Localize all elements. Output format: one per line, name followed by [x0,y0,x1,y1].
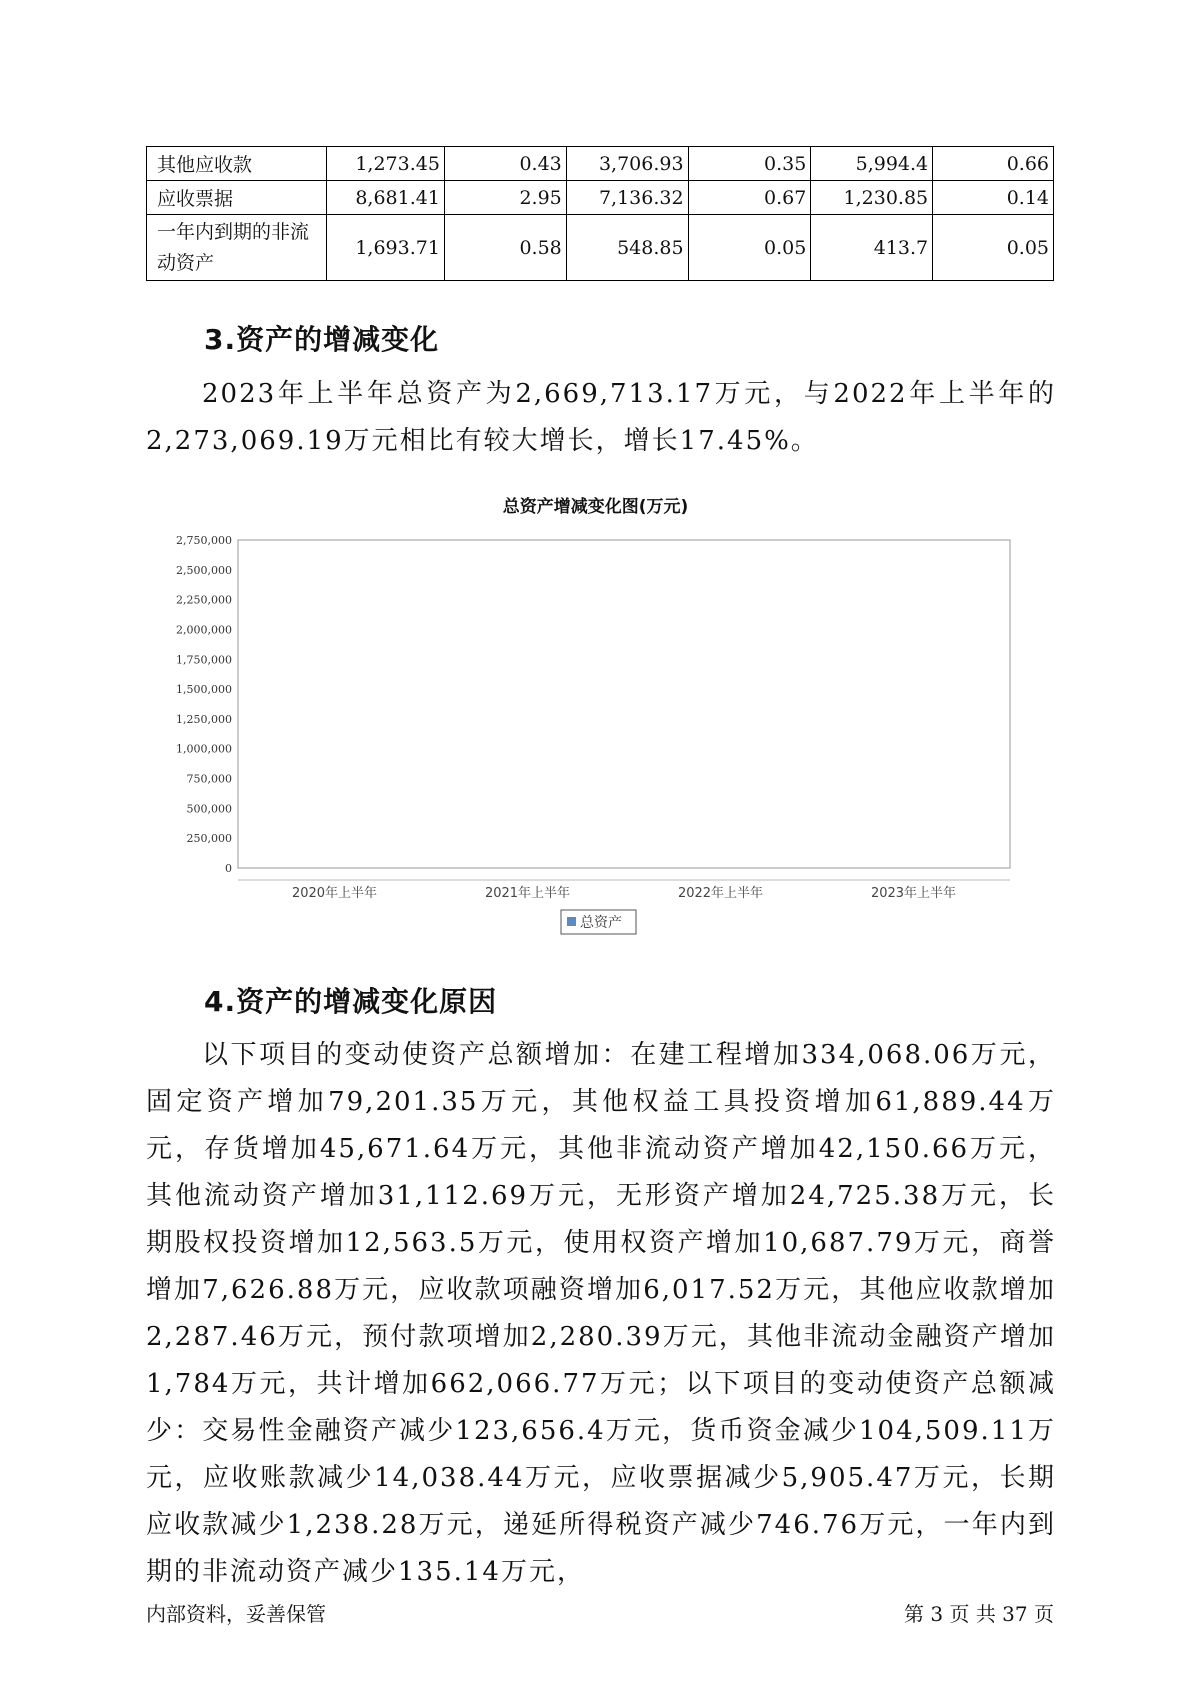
y-tick-label: 1,250,000 [176,712,232,726]
section-heading: 4.资产的增减变化原因 [204,985,498,1018]
table-cell: 413.7 [811,215,933,281]
table-cell: 0.05 [933,215,1054,281]
table-cell: 7,136.32 [566,181,688,215]
x-tick-label: 2020年上半年 [291,886,378,901]
legend-swatch [567,917,576,926]
x-tick-label: 2022年上半年 [677,886,764,901]
page-number: 第 3 页 共 37 页 [904,1602,1054,1626]
y-tick-label: 1,500,000 [176,683,232,697]
x-tick-label: 2021年上半年 [484,886,571,901]
table-cell: 0.66 [933,147,1054,181]
table-cell-label: 应收票据 [147,181,327,215]
table-cell: 1,693.71 [327,215,445,281]
x-tick-label: 2023年上半年 [870,886,957,901]
chart-title: 总资产增减变化图(万元) [502,497,689,517]
chart-frame [238,540,1010,880]
table-cell: 0.05 [688,215,811,281]
table-cell: 0.35 [688,147,811,181]
table-cell: 0.43 [444,147,566,181]
y-tick-label: 500,000 [186,802,232,816]
chart-legend [561,910,636,934]
footer-note: 内部资料，妥善保管 [146,1602,326,1626]
table-cell: 0.14 [933,181,1054,215]
y-tick-label: 2,250,000 [176,593,232,607]
y-tick-label: 2,750,000 [176,534,232,547]
table-cell: 548.85 [566,215,688,281]
plot-frame [238,540,1010,868]
table-cell: 8,681.41 [327,181,445,215]
y-tick-label: 1,750,000 [176,653,232,667]
section-heading: 3.资产的增减变化 [204,323,440,356]
x-axis-ticks [292,885,956,901]
legend-label: 总资产 [580,915,622,931]
paragraph: 以下项目的变动使资产总额增加：在建工程增加334,068.06万元，固定资产增加79,201.35万元，其他权益工具投资增加61,889.44万元，存货增加45,671.64万元，其他非流动资产增加42,150.66万元，其他流动资产增加31,112.69万元，无形资产增加24,725.38万元，长期股权投资增加12,563.5万元，使用权资产增加10,687.79万元，商誉增加7,626.88万元，应收款项融资增加6,017.52万元，其他应收款增加2,287.46万元，预付款项增加2,280.39万元，其他非流动金融资产增加1,784万元，共计增加662,066.77万元；以下项目的变动使资产总额减少：交易性金融资产减少123,656.4万元，货币资金减少104,509.11万元，应收账款减少14,038.44万元，应收票据减少5,905.47万元，长期应收款减少1,238.28万元，递延所得税资产减少746.76万元，一年内到期的非流动资产减少135.14万元， [146,1040,1056,1587]
paragraph: 2023年上半年总资产为2,669,713.17万元，与2022年上半年的2,273,069.19万元相比有较大增长，增长17.45%。 [146,379,1056,456]
y-tick-label: 2,500,000 [176,563,232,577]
table-cell: 2.95 [444,181,566,215]
y-tick-label: 750,000 [186,772,232,786]
table-cell: 1,273.45 [327,147,445,181]
table-cell: 5,994.4 [811,147,933,181]
y-tick-label: 0 [225,862,232,875]
y-tick-label: 2,000,000 [176,623,232,637]
y-tick-label: 1,000,000 [176,742,232,756]
table-cell: 0.67 [688,181,811,215]
table-cell-label: 其他应收款 [147,147,327,181]
table-cell: 3,706.93 [566,147,688,181]
y-axis-ticks [176,534,232,875]
y-tick-label: 250,000 [186,832,232,846]
table-cell-label: 一年内到期的非流动资产 [147,215,327,281]
table-cell: 0.58 [444,215,566,281]
table-cell: 1,230.85 [811,181,933,215]
